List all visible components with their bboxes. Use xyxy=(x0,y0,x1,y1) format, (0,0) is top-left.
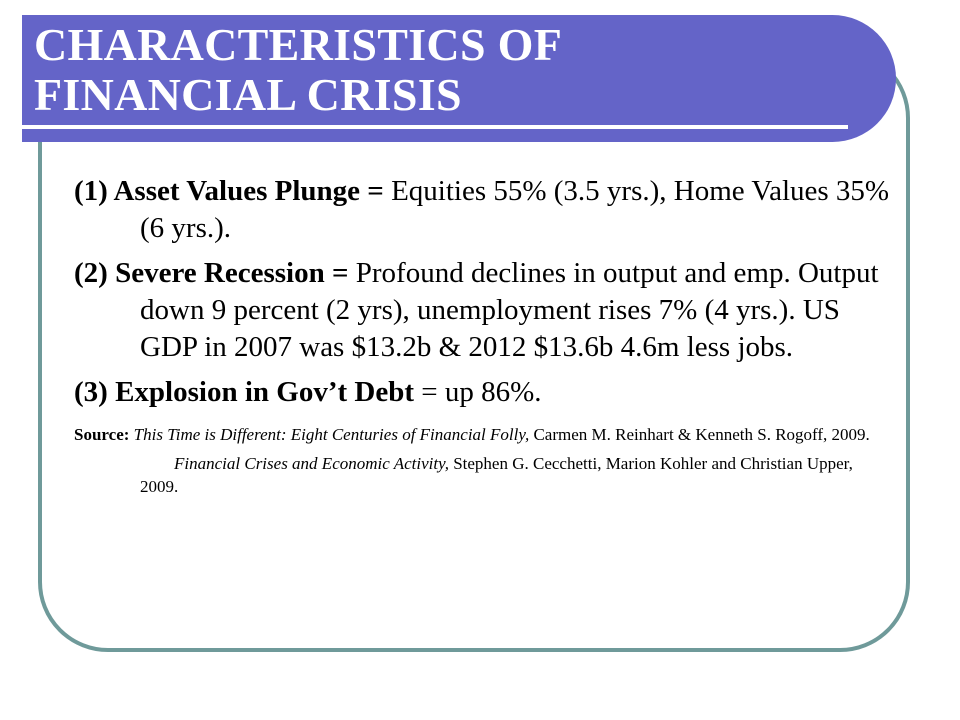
bullet-item-1 xyxy=(74,173,894,247)
bullet-item-3 xyxy=(74,374,894,411)
title-line-2: FINANCIAL CRISIS xyxy=(34,69,462,120)
slide-title xyxy=(34,20,562,120)
source-1-authors: Carmen M. Reinhart & Kenneth S. Rogoff, 2009. xyxy=(533,425,870,444)
item-2-number: (2) xyxy=(74,257,108,289)
bullet-item-2 xyxy=(74,255,894,366)
item-2-text: Profound declines in output and emp. Output down 9 percent (2 yrs), unemployment rises 7% (4 yrs.). US GDP in 2007 was $13.2b & 2012 $13.6b 4.6m less jobs. xyxy=(140,257,879,363)
item-1-number: (1) xyxy=(74,175,108,207)
item-3-text: = up 86%. xyxy=(421,376,542,408)
slide-body xyxy=(74,173,894,498)
title-underline xyxy=(22,125,848,129)
item-1-heading: Asset Values Plunge = xyxy=(113,175,384,207)
source-2-authors: Stephen G. Cecchetti, Marion Kohler and Christian Upper, 2009. xyxy=(140,454,853,496)
item-3-number: (3) xyxy=(74,376,108,408)
item-2-heading: Severe Recession = xyxy=(115,257,349,289)
title-line-1: CHARACTERISTICS OF xyxy=(34,19,563,70)
source-2-title: Financial Crises and Economic Activity, xyxy=(174,454,449,473)
source-1-title: This Time is Different: Eight Centuries of Financial Folly, xyxy=(133,425,530,444)
source-label: Source: xyxy=(74,425,130,444)
item-1-text: Equities 55% (3.5 yrs.), Home Values 35% (6 yrs.). xyxy=(140,175,890,244)
source-citation-2 xyxy=(74,452,894,498)
item-3-heading: Explosion in Gov’t Debt xyxy=(115,376,414,408)
source-citation-1 xyxy=(74,423,894,446)
